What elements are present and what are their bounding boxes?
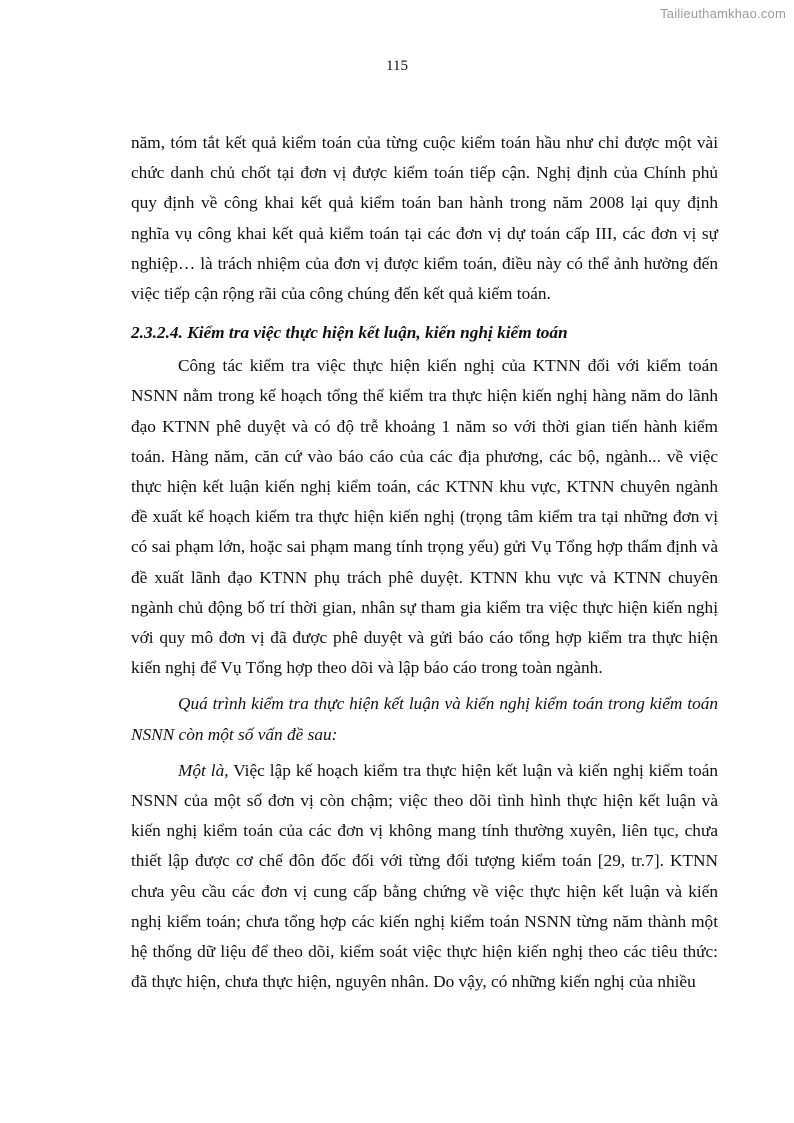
paragraph-first-issue <box>131 756 718 998</box>
paragraph-inspection: Công tác kiểm tra việc thực hiện kiến nghị của KTNN đối với kiểm toán NSNN nằm trong kế hoạch tổng thể kiểm tra thực hiện kiến nghị hàng năm do lãnh đạo KTNN phê duyệt và có độ trễ khoảng 1 năm so với thời gian tiến hành kiểm toán. Hàng năm, căn cứ vào báo cáo của các địa phương, các bộ, ngành... về việc thực hiện kết luận kiến nghị kiểm toán, các KTNN khu vực, KTNN chuyên ngành đề xuất kế hoạch kiểm tra thực hiện kiến nghị (trọng tâm kiểm tra tại những đơn vị có sai phạm lớn, hoặc sai phạm mang tính trọng yếu) gửi Vụ Tổng hợp thẩm định và đề xuất lãnh đạo KTNN phụ trách phê duyệt. KTNN khu vực và KTNN chuyên ngành chủ động bố trí thời gian, nhân sự tham gia kiểm tra việc thực hiện kiến nghị với quy mô đơn vị đã được phê duyệt và gửi báo cáo tổng hợp kiểm tra thực hiện kiến nghị để Vụ Tổng hợp theo dõi và lập báo cáo trong toàn ngành. <box>131 356 718 678</box>
first-issue-lead: Một là, <box>178 760 229 780</box>
page-number: 115 <box>386 58 408 74</box>
paragraph-issues-intro: Quá trình kiểm tra thực hiện kết luận và kiến nghị kiểm toán trong kiểm toán NSNN còn một số vấn đề sau: <box>131 694 718 744</box>
first-issue-body: Việc lập kế hoạch kiểm tra thực hiện kết luận và kiến nghị kiểm toán NSNN của một số đơn vị còn chậm; việc theo dõi tình hình thực hiện kết luận và kiến nghị kiểm toán của các đơn vị không mang tính thường xuyên, liên tục, chưa thiết lập được cơ chế đôn đốc đối với từng đối tượng kiểm toán [29, tr.7]. KTNN chưa yêu cầu các đơn vị cung cấp bằng chứng về việc thực hiện kết luận và kiến nghị kiểm toán; chưa tổng hợp các kiến nghị kiểm toán NSNN từng năm thành một hệ thống dữ liệu để theo dõi, kiểm soát việc thực hiện kiến nghị theo các tiêu thức: đã thực hiện, chưa thực hiện, nguyên nhân. Do vậy, có những kiến nghị của nhiều <box>131 760 719 992</box>
section-heading: 2.3.2.4. Kiểm tra việc thực hiện kết luận, kiến nghị kiểm toán <box>131 323 568 343</box>
paragraph-intro: năm, tóm tắt kết quả kiểm toán của từng cuộc kiểm toán hầu như chỉ được một vài chức danh chủ chốt tại đơn vị được kiểm toán tiếp cận. Nghị định của Chính phủ quy định về công khai kết quả kiểm toán ban hành trong năm 2008 lại quy định nghĩa vụ công khai kết quả kiểm toán tại các đơn vị dự toán cấp III, các đơn vị sự nghiệp… là trách nhiệm của đơn vị được kiểm toán, điều này có thể ảnh hưởng đến việc tiếp cận rộng rãi của công chúng đến kết quả kiểm toán. <box>131 133 718 304</box>
document-body <box>131 128 718 997</box>
watermark: Tailieuthamkhao.com <box>660 6 786 21</box>
